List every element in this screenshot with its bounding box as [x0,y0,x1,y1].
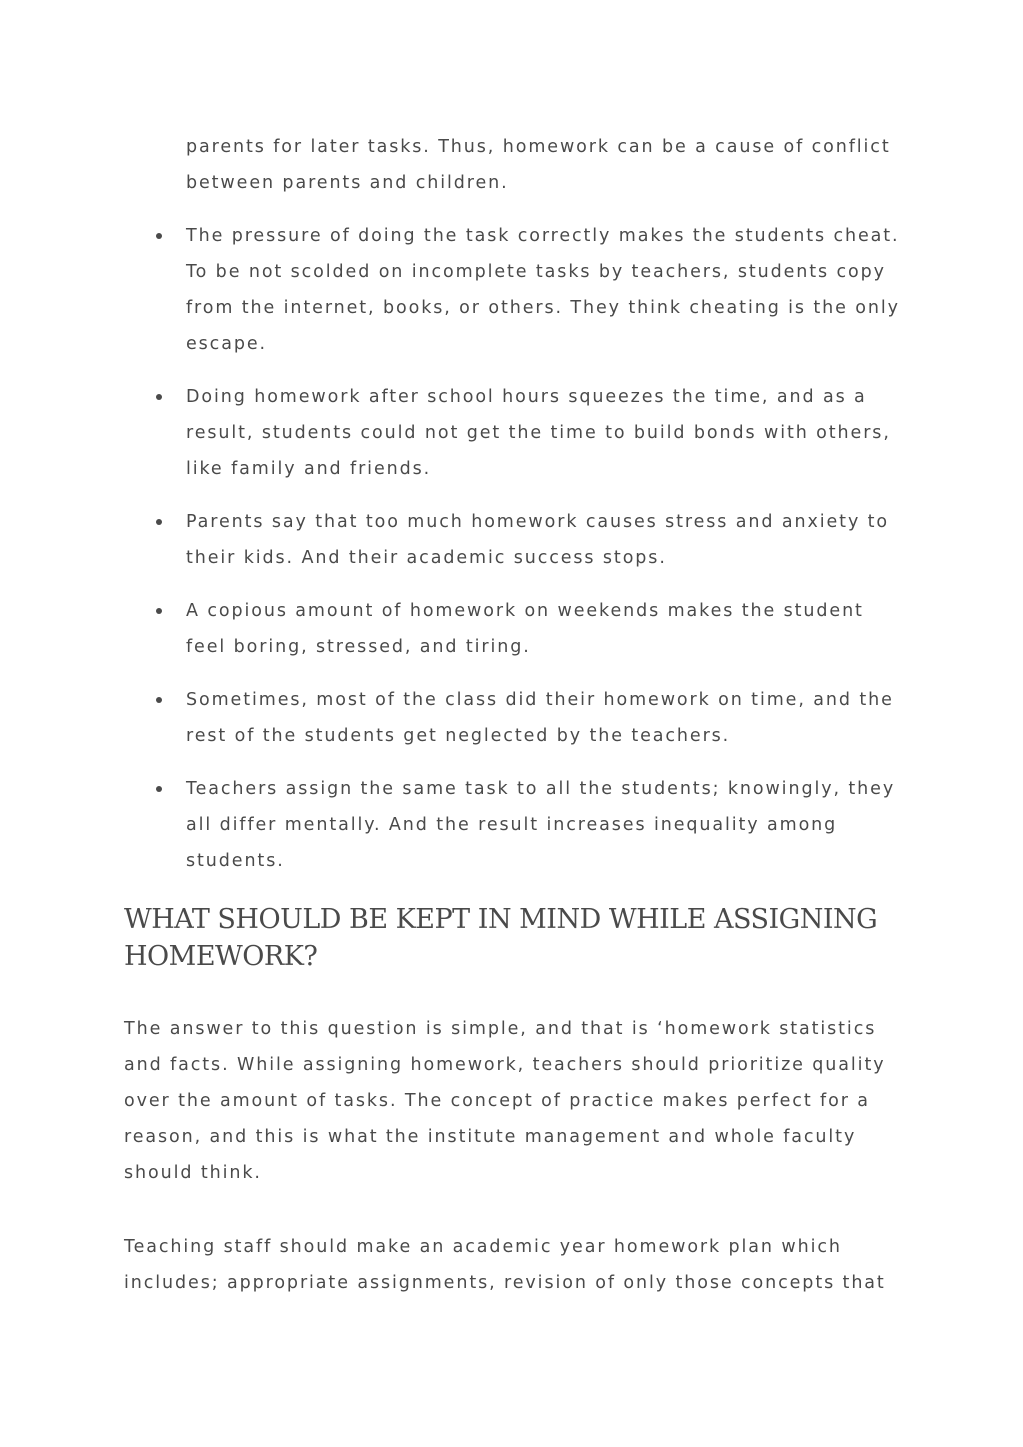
list-item-text: The pressure of doing the task correctly makes the students cheat. To be not scolded on incomplete tasks by teachers, students copy from the internet, books, or others. They think cheating is the only escape. [186,226,900,354]
list-item-text: Doing homework after school hours squeezes the time, and as a result, students could not get the time to build bonds with others, like family and friends. [186,387,891,479]
continuation-paragraph: parents for later tasks. Thus, homework can be a cause of conflict between parents and children. [186,137,891,193]
list-item [124,771,904,879]
bullet-icon [156,697,162,703]
list-item [124,379,904,487]
body-paragraph: The answer to this question is simple, and that is ‘homework statistics and facts. While assigning homework, teachers should prioritize quality over the amount of tasks. The concept of practice makes perfect for a reason, and this is what the institute management and whole faculty should think. [124,1019,886,1183]
list-item [124,593,904,665]
list-item-text: Parents say that too much homework causes stress and anxiety to their kids. And their academic success stops. [186,512,890,568]
bullet-list [124,218,904,879]
list-item [124,682,904,754]
bullet-icon [156,394,162,400]
section-heading: WHAT SHOULD BE KEPT IN MIND WHILE ASSIGNING HOMEWORK? [124,904,878,972]
list-item [124,218,904,362]
list-item-text: Teachers assign the same task to all the students; knowingly, they all differ mentally. And the result increases inequality among students. [186,779,896,871]
body-paragraph: Teaching staff should make an academic year homework plan which includes; appropriate assignments, revision of only those concepts that [124,1237,886,1293]
bullet-icon [156,786,162,792]
bullet-icon [156,519,162,525]
list-item-text: A copious amount of homework on weekends makes the student feel boring, stressed, and tiring. [186,601,864,657]
bullet-icon [156,233,162,239]
list-item [124,504,904,576]
document-content [124,129,904,1301]
list-item-text: Sometimes, most of the class did their homework on time, and the rest of the students get neglected by the teachers. [186,690,894,746]
bullet-icon [156,608,162,614]
